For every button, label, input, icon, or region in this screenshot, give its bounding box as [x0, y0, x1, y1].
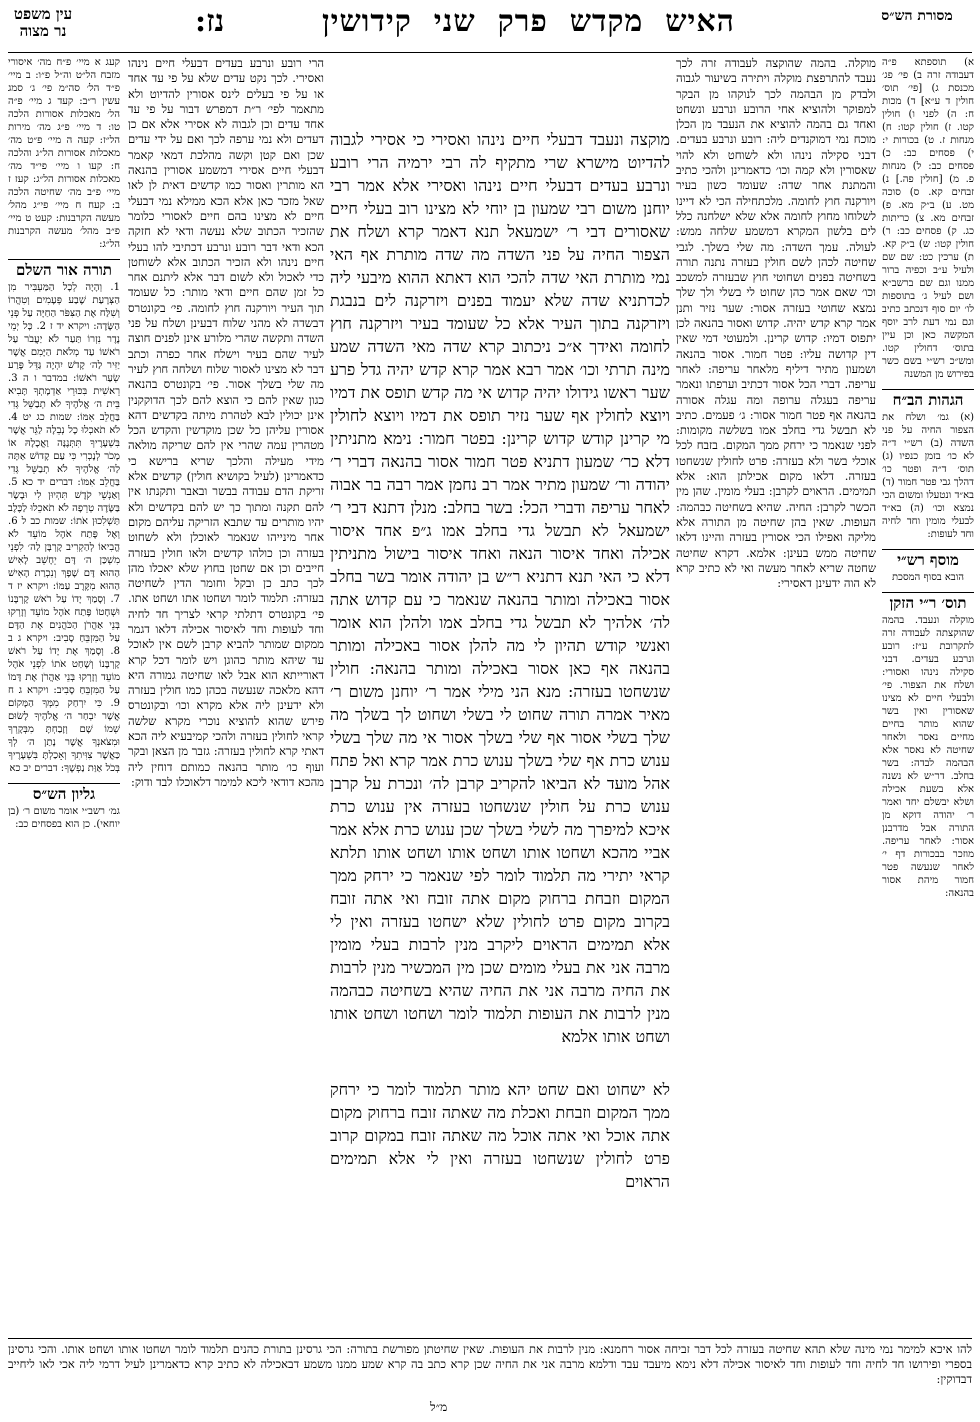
masoret-text: א) תוספתא פ״ה דעבודה זרה ב) פי׳ פג׳ מכנסת ג) [פי׳ תוס׳ חולין ד ע״א] ד) מכות ח: ה) לפני ו) חולין קטו. ז) חולין קטו: ח) מנחות ז. ט) בכורות י: י) פסחים כב: כ) פסחים כב: ל) מנחות פ. מ) [חולין פה.] נ) זבחים קא. ס) סוכה מט. ע) ב״ק מא. פ) זבחים מא. צ) כריתות כג. ק) פסחים כב: ר) חולין קטו: ש) ב״ק קא. ת) ערכין כט: שם שם ולעיל ע״ב וכפיה ברור ממנו וגם שם ברשב״א ושם לעיל ג׳ בתוספות לו׳ יום סוף דנכתב כתיב וגם נמי דעת לרב יוסף המקשה כאן וכן עיין בתוס׳ דחולין קטו. ומש״כ רש״י בשם כשר בפירוש מן המשנה — [882, 57, 974, 380]
tosrid-heading: תוס׳ ר״י הזקן — [882, 592, 974, 610]
torah-or-text: 1. וְהָיָה לְכָל הַמַּעְבִּיר מִן הַצְּרָעַת שֶׁבַע פְּעָמִים וְטִהֲרוֹ וְשִׁלַּח אֶת הַצִּפֹּר הַחַיָּה עַל פְּנֵי הַשָּׂדֶה: ויקרא יד ז 2. כָּל יְמֵי נֶדֶר נִזְרוֹ תַּעַר לֹא יַעֲבֹר עַל רֹאשׁוֹ עַד מְלֹאת הַיָּמִם אֲשֶׁר יַזִּיר לַה׳ קָדֹשׁ יִהְיֶה גַּדֵּל פֶּרַע שְׂעַר רֹאשׁוֹ: במדבר ו ה 3. רֵאשִׁית בִּכּוּרֵי אַדְמָתְךָ תָּבִיא בֵּית ה׳ אֱלֹהֶיךָ לֹא תְבַשֵּׁל גְּדִי בַּחֲלֵב אִמּוֹ: שמות כג יט 4. לֹא תֹאכְלוּ כָל נְבֵלָה לַגֵּר אֲשֶׁר בִּשְׁעָרֶיךָ תִּתְּנֶנָּה וַאֲכָלָהּ אוֹ מָכֹר לְנָכְרִי כִּי עַם קָדוֹשׁ אַתָּה לַה׳ אֱלֹהֶיךָ לֹא תְבַשֵּׁל גְּדִי בַּחֲלֵב אִמּוֹ: דברים יד כא 5. וְאַנְשֵׁי קֹדֶשׁ תִּהְיוּן לִי וּבָשָׂר בַּשָּׂדֶה טְרֵפָה לֹא תֹאכֵלוּ לַכֶּלֶב תַּשְׁלִכוּן אֹתוֹ: שמות כב ל 6. וְאֶל פֶּתַח אֹהֶל מוֹעֵד לֹא הֱבִיאוֹ לְהַקְרִיב קָרְבָּן לַה׳ לִפְנֵי מִשְׁכַּן ה׳ דָּם יֵחָשֵׁב לָאִישׁ הַהוּא דָּם שָׁפָךְ וְנִכְרַת הָאִישׁ הַהוּא מִקֶּרֶב עַמּוֹ: ויקרא יז ד 7. וְסָמַךְ יָדוֹ עַל רֹאשׁ קָרְבָּנוֹ וּשְׁחָטוֹ פֶּתַח אֹהֶל מוֹעֵד וְזָרְקוּ בְּנֵי אַהֲרֹן הַכֹּהֲנִים אֶת הַדָּם עַל הַמִּזְבֵּחַ סָבִיב: ויקרא ג ב 8. וְסָמַךְ אֶת יָדוֹ עַל רֹאשׁ קָרְבָּנוֹ וְשָׁחַט אֹתוֹ לִפְנֵי אֹהֶל מוֹעֵד וְזָרְקוּ בְּנֵי אַהֲרֹן אֶת דָּמוֹ עַל הַמִּזְבֵּחַ סָבִיב: ויקרא ג ח 9. כִּי יִרְחַק מִמְּךָ הַמָּקוֹם אֲשֶׁר יִבְחַר ה׳ אֱלֹהֶיךָ לָשׂוּם שְׁמוֹ שָׁם וְזָבַחְתָּ מִבְּקָרְךָ וּמִצֹּאנְךָ אֲשֶׁר נָתַן ה׳ לְךָ כַּאֲשֶׁר צִוִּיתִךָ וְאָכַלְתָּ בִּשְׁעָרֶיךָ בְּכֹל אַוַּת נַפְשֶׁךָ: דברים יב כא — [8, 282, 120, 774]
title-word: מקדש — [569, 4, 644, 39]
tosafot-text: הרי רובע ונרבע בעדים דבעלי חיים נינהו ואסירי. לכך נקט עדים שלא על פי עד אחד או על פי בעלים לינס אסורין להדיוט ולא מתאמר לפי׳ ר״ת דמפרש דבור על פי עד אחד עדים וכן לגבוה לא אסירי אלא אם כן דעדים ולא נמי ערפה לכך ואם על ידי עדים שכן ואם קטן וקשה מהלכת דמאי קאמר דבעלי חיים אסירי דמשמע אסורין בהנאה הא מותרין ואסור כמו קדשים דאית לן לאו שאל מזכר כאן אלא הכא ממילא נמי דבעלי חיים לא מצינו בהם חיים לאסורי כלומר שהזכיר הכתוב שלא נעשה ודאי לא חזקה הכא ודאי דבר רובע ונרבע דכתיבי להו בעלי חיים נינהו ולא הזכיר הכתוב אלא לשוחטן כדי לאכול ולא לשום דבר אלא ליתנם אחר כל זמן שהם חיים ודאי מותר: כל שעומד תוך העיר ויורקנה חוץ לחומה. פי׳ בקונטרס דבשדה לא מהני שלוח דבעינן ושלח על פני השדה ותקשה שהרי מלורע אינן לפנים חוצה לעיר שהם בעיר וישלח אחר כפרה וכתב דבר לא מצינו לאסור שלוח ושלחה חוץ לעיר מה שלי בשלך אסור. פי׳ בקונטרס בהנאה כגון שאין להם כי הוצא להם לכך הדוקקנין אינן יכולין לבא לטהרת מיתה בקדשים דהא אסורין עליהן כל שכן מוקדשין והקדש הכל מטהרין עמה שהרי אין להם שריקה מולאה מידי מעילה והלכך שריא ברישא כי כדאמרינן (לעיל בקושיא חולין) קדשים אלא זריקת הדם עבודה בבשר ובאבר ותקנתו אין להם תקנה ומתוך כך יש להם בקדשים ולא יהיו מותרים עד שתבא הזריקה עליהם מקום אחר מינייהו שנאמר לאוכלן ולא לשחוט בעזרה וכן כולהו קדשים ולאו חולין בעזרה חייבים וכן אם שחטן בחוץ שלא יאכלו מהן לכך כתב כן ובקל וחומר הדין לשחיטה בעזרה: תלמוד לומר ושחטו אתו ושחט אתו. פי׳ בקונטרס דתלתי קראי לצריך חד לחיה וחד לעופות וחד לאיסור אכילה דלאו דגמר ממקום שמותר להביא קרבן לשם אין לאוכל עד שיהא מותר כהוגן ויש לומר דכל קרא דאורייתא הוא אבל לאו שחיטה גמורה היא דהא מלאכה שנעשה בכהן כמו חולין בעזרה ולא ידעינן ליה אלא מקרא וכו׳ ובקונטרס פירש שהוא להוציא נוכרי מקרא שלשה קראי לחולין בעזרה ולהכי קמיבעיא ליה הכא דאתי קרא לחולין בעזרה: גזבר מן הצאן ובקר ועוף כו׳ מותר בהנאה כמותם דוחין ליה מהכא דודאי ליכא למימר דלאוכלו לבד ודוק: — [128, 56, 324, 789]
ein-mishpat-label: עין משפט נר מצוה — [13, 5, 73, 40]
gemara-text: מוקצה ונעבד דבעלי חיים נינהו ואסירי כי אסירי לגבוה להדיוט מישרא שרי מתקיף לה רבי ירמיה הרי רובע ונרבע בעדים דבעלי חיים נינהו ואסירי אלא אמר רבי יוחנן משום רבי שמעון בן יוחי לא מצינו רוב בעלי חיים שאסורים דבי ר׳ ישמעאל תנא דאמר קרא ושלח את הצפור החיה על פני השדה מה שדה מותרת אף האי נמי מותרת האי שדה להכי הוא דאתא ההוא מיבעי ליה לכדתניא שדה שלא יעמוד בפנים ויזרקנה לים בנבגת ויזרקנה בתוך העיר אלא כל שעומד בעיר ויזרקנה חוץ לחומה ואידך א״כ ניכתוב קרא שדה מאי השדה שמע מינה תרתי וכו׳ אמר רבא אמר קרא קדש יהיה גדל פרע שער ראשו גידולו יהיה קדוש אי מה קדש תופס את דמיו ויוצא לחולין אף שער נזיר תופס את דמיו ויוצא לחולין מי קרינן קודש קדוש קרינן: בפטר חמור: נימא מתניתין דלא כר׳ שמעון דתניא פטר חמור אסור בהנאה דברי ר׳ יהודה ור׳ שמעון מתיר אמר רב נחמן אמר רבה בר אבוה לאחר עריפה ודברי הכל: בשר בחלב: מנלן דתנא דבי ר׳ ישמעאל לא תבשל גדי בחלב אמו ג״פ אחד איסור אכילה ואחד איסור הנאה ואחד איסור בישול מתניתין דלא כי האי תנא דתניא ר״ש בן יהודה אומר בשר בחלב אסור באכילה ומותר בהנאה שנאמר כי עם קדוש אתה לה׳ אלהיך לא תבשל גדי בחלב אמו ולהלן הוא אומר ואנשי קודש תהיון לי מה להלן אסור באכילה ומותר בהנאה אף כאן אסור באכילה ומותר בהנאה: חולין שנשחטו בעזרה: מנא הני מילי אמר ר׳ יוחנן משום ר׳ מאיר אמרה תורה שחוט לי בשלי ושחוט לך בשלך מה שלך בשלי אסור אף שלי בשלך אסור אי מה שלך בשלי ענוש כרת אף שלי בשלך ענוש כרת אמר קרא ואל פתח אהל מועד לא הביאו להקריב קרבן לה׳ ונכרת על קרבן ענוש כרת על חולין שנשחטו בעזרה אין ענוש כרת איכא למיפרך מה לשלי בשלך שכן ענוש כרת אלא אמר אביי מהכא ושחטו אותו ושחט אותו ושחט אותו תלתא קראי יתירי מה תלמוד לומר לפי שנאמר כי ירחק ממך המקום וזבחת ברחוק מקום אתה זובח ואי אתה זובח בקרוב מקום פרט לחולין שלא ישחטו בעזרה ואין לי אלא תמימים הראוים ליקרב מנין לרבות בעלי מומין מרבה אני את בעלי מומים שכן מין המכשיר מנין לרבות את החיה מרבה אני את החיה שהיא בשחיטה כבהמה מנין לרבות את העופות תלמוד לומר ושחטו ושחט אותו ושחט אותו אלמא — [330, 130, 670, 1046]
gemara-tail: לא ישחוט ואם שחט יהא מותר תלמוד לומר כי ירחק ממך המקום וזבחת ואכלת מה שאתה זובח ברחוק מקום אתה אוכל ואי אתה אוכל מה שאתה זובח במקום קרוב פרט לחולין שנשחטו בעזרה ואין לי אלא תמימים הראוים — [330, 1080, 670, 1191]
ein-mishpat-column — [8, 56, 120, 1336]
tosafot-column — [128, 56, 324, 1336]
masoret-column — [882, 56, 974, 1336]
title-word: האיש — [665, 4, 735, 39]
ein-mishpat-text: קעג א מיי׳ פ״ח מה׳ איסורי מזבח הל״ט וה״ל פ״ו: ב מיי׳ פ״ד הל׳ סה״מ פי׳ ג׳ סמג עשין ר״ב: קעד ג מיי׳ פ״ה הל׳ מאכלות אסורות הלכה טו: ד מיי׳ פ״ג מה׳ מירות הל״ז: קעה ה מיי׳ פ״ט מה׳ מאכלות אסורות הל״ג והלכה ח: קעו ו מיי׳ פי״ד מה׳ מאכלות אסורות הל״ג: קעז ז מיי׳ פ״ב מה׳ שחיטה הלכה ב: קעח ח מיי׳ פי״ג מהל׳ מעשה הקרבנות: קעט ט מיי׳ פ״ב מהל׳ מעשה הקרבנות הל״ג: — [8, 57, 120, 250]
page-title — [300, 4, 735, 39]
torah-or-heading: תורה אור השלם — [8, 259, 120, 277]
header-rule — [8, 52, 972, 53]
tosrid-text: מוקלה ונעבד. בהמה שהוקצתה לעבודה זרה לתקרובת ע״ז: רובע ונרבע בעדים. דבני סקילה נינהו ואסורי: ושלח את הצפור. פי׳ ולבעלי חיים לא מצינו שאסורין ואין בשר שהוא מותר בחיים מחיים נאסר ולאחר שחיטה לא נאסר אלא הבהמה לבדה: בשר בחלב. דר״ש לא נשנה אלא בשעת אכילה ושלא יבשלם יחד ואמר ר׳ יהודה דוקא מן התורה אבל מדרבנן אסור: לאחר עריפה. מוזכר בבכורות דף י׳ לאחר שנעשה פטר חמור מיהת אסור בהנאה: — [882, 615, 974, 899]
musaf-rashi-text: הובא בסוף המסכת — [891, 572, 965, 583]
rashi-column — [676, 56, 876, 1336]
rashi-text: מוקלה. בהמה שהוקצה לעבודה זרה לכך נעבד להתרפצת מוקלה ויתירה בשיעור לגבוה ולבדק מן הבהמה לכך לנוקהו מן הבקר למפוקר ולהוציא אחי הרובע ונרבע ונשחט ואחד גם בהמה להוציא את הנעבד מן הכלן מוכח נמי דמוקנדים ליה: רובע ונרבע בעדים. דבני סקילה נינהו ולא לשוחט ולא להוי שאסורין ולא קמה וכו׳ כדאמרינן ולהכי כתיב והמתנת אחר שדה: שעומד כשון בעיר ויורקנה חוץ לחומה. מלכתחילה הכי לא דיינו לשלוחו מחוץ לחומה אלא שלא ישלחנה כלל לים בלשון המקרא דמשמע שלחה ממש: לעולה. עמך השדה: מה שלי בשלך. לגבי שחיטה לכהן לשם חולין בעזרה נתנה תורה בשחיטה בפנים ושחוטי חוץ שבעזרה למשכב וכו׳ שאם אמר כהן שחוט לי בשלי ולך שלך נמצא שחוטי בעזרה אסור: שער נזיר ותנן אמר קרא קדש יהיה. קדוש ואסור בהנאה לכן יתפוס דמיו: קדוש קרינן. ולמעוטי דמי שאין דין קדושה עליו: פטר חמור. אסור בהנאה ושמעון מתיר דיליף מלאחר עריפה: לאחר עריפה. דברי הכל אסור דכתיב וערפתו ונאמר עריפה בעגלה ערופה ומה עגלה אסורה בהנאה אף פטר חמור אסור: ג׳ פעמים. כתיב לא תבשל גדי בחלב אמו בשלשה מקומות: לפני שנאמר כי ירחק ממך המקום. בזבח לכל אוכלי בשר ולא בעזרה: פרט לחולין שנשחטו בעזרה. דלאו מקום אכילתן הוא: אלא תמימים. הראוים לקרבן: בעלי מומין. שהן מין הכשר לקרבן: החיה. שהיא בשחיטה כבהמה: העופות. שאין בהן שחיטה מן התורה אלא מליקה ואפילו הכי אסורין בעזרה והיינו דלאו שחיטה ממש בעינן: אלמא. דקרא שחיטה שחטה שריא לאחר מעשה ואי לא כתיב קרא לא הוה ידעינן דאסירי: — [676, 56, 876, 591]
page-header — [0, 0, 980, 52]
page-marker: מ״ל — [430, 1400, 448, 1414]
footer-rule — [8, 1338, 972, 1339]
musaf-rashi-heading: מוסף רש״י — [882, 549, 974, 567]
daf-number: נז: — [195, 4, 225, 39]
footer-commentary: להו איכא למימר נמי מינה שלא תהא שחיטה בעזרה לכל דבר זביחה אסור רחמנא: מנין לרבות את העופות. שאין שחיטתן מפורשת בתורה: הכי גרסינן בתורת כהנים תלמוד לומר ושחטו אותו ושחט אותו. והכי גרסינן בספרי ופירושו חד לחיה וחד לעופות וחד לאיסור אכילה דלא נימא מיעבד עבד ודלמא מרבה אני את החיה שכן קרא כתב בה קרא שמע ממנו משמע דבאכילה לא כתיב קרא כדאמרינן לעיל דרמי ליה אכי לאו ליחייב דבדוקין: — [8, 1342, 972, 1386]
hagahot-text: (א) גמ׳ ושלח את הצפור החיה על פני השדה (ב) רש״י ד״ה לא כו׳ בזמן כנפיו (ג) תוס׳ ד״ה ופטר כו׳ דהלך גבי פטר חמור (ד) בא״ד ונטעלו ומשום הכי נמצא וכו׳ (ה) בא״ד לבעלי מומין וחד לחיה וחד לעופות: — [882, 412, 974, 540]
title-word: שני — [433, 4, 476, 39]
title-word: פרק — [497, 4, 548, 39]
masoret-label: מסורת הש״ס — [881, 8, 953, 24]
gilyon-heading: גליון הש״ס — [8, 783, 120, 801]
title-word: קידושין — [322, 4, 412, 39]
gemara-column — [330, 128, 670, 1078]
hagahot-heading: הגהות הב״ח — [882, 389, 974, 407]
gilyon-text: גמ׳ רשב״י אומר משום ר׳ (בן יוחאי). כן הוא בפסחים כב: — [8, 806, 120, 830]
